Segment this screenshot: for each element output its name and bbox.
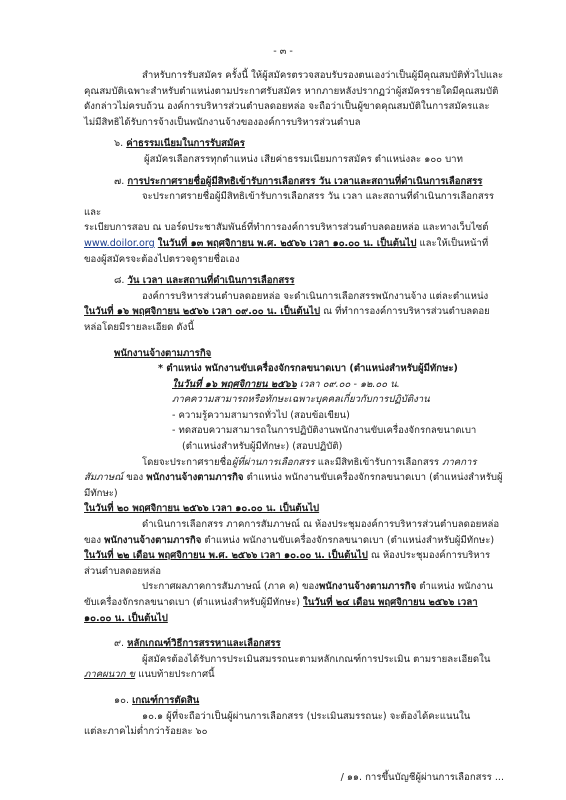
p1-text-d: ตำแหน่ง พนักงานขับเครื่องจักรกลขนาดเบา (ตำแหน่งสำหรับผู้มีทักษะ) [84, 472, 503, 499]
p1-text-a: โดยจะประกาศรายชื่อ [142, 456, 232, 468]
mission-staff-header: พนักงานจ้างตามภารกิจ [114, 347, 212, 359]
section-6-text: ผู้สมัครเลือกสรรทุกตำแหน่ง เสียค่าธรรมเนียมการสมัคร ตำแหน่งละ ๑๐๐ บาท [144, 153, 463, 165]
p2-text-c: ของ [84, 534, 102, 546]
mission-part-b: ภาคความสามารถหรือทักษะเฉพาะบุคคลเกี่ยวกับการปฏิบัติงาน [172, 394, 430, 406]
section-10 [84, 693, 504, 740]
section-7-line-1: จะประกาศรายชื่อผู้มีสิทธิเข้ารับการเลือกสรร วัน เวลา และสถานที่ดำเนินการเลือกสรรและ [84, 191, 495, 218]
p2-text-d: ตำแหน่ง พนักงานขับเครื่องจักรกลขนาดเบา (ตำแหน่งสำหรับผู้มีทักษะ) [204, 534, 495, 546]
section-9-text [84, 652, 504, 683]
intro-rest: คุณสมบัติเฉพาะสำหรับตำแหน่งตามประกาศรับสมัคร หากภายหลังปรากฏว่าผู้สมัครรายใดมีคุณสมบัติดังกล่าวไม่ครบถ้วน องค์การบริหารส่วนตำบลดอยหล่อ จะถือว่าเป็นผู้ขาดคุณสมบัติในการสมัครและไม่มีสิทธิได้รับการจ้างเป็นพนักงานจ้างขององค์การบริหารส่วนตำบล [84, 85, 499, 128]
mission-position: * ตำแหน่ง พนักงานขับเครื่องจักรกลขนาดเบา (ตำแหน่งสำหรับผู้มีทักษะ) [158, 363, 458, 375]
p1-text-italic-2: ภาคการสัมภาษณ์ [84, 456, 477, 484]
p2-text-bold: พนักงานจ้างตามภารกิจ [104, 534, 202, 546]
section-8-date: ในวันที่ ๑๖ พฤศจิกายน ๒๕๖๖ เวลา ๐๙.๐๐ น. เป็นต้นไป [84, 306, 321, 318]
mission-item-2-cont: (ตำแหน่งสำหรับผู้มีทักษะ) (สอบปฏิบัติ) [182, 441, 343, 453]
p1-text-italic: ผู้ที่ผ่านการเลือกสรร [231, 456, 315, 468]
mission-datetime [84, 377, 504, 393]
section-9 [84, 636, 504, 683]
mission-paragraph-3 [84, 579, 504, 626]
section-9-after: แนบท้ายประกาศนี้ [138, 669, 215, 681]
p2-text-a: ดำเนินการเลือกสรร ภาคการสัมภาษณ์ ณ ห้องประชุมองค์การบริหารส่วนตำบลดอยหล่อ [142, 519, 500, 531]
section-8-line-1: องค์การบริหารส่วนตำบลดอยหล่อ จะดำเนินการเลือกสรรพนักงานจ้าง แต่ละตำแหน่ง [142, 290, 489, 302]
annex-reference: ภาคผนวก ข [84, 669, 136, 681]
section-8-number: ๘. [114, 275, 125, 287]
p3-text-b: ตำแหน่ง พนักงานขับเครื่องจักรกลขนาดเบา (ตำแหน่งสำหรับผู้มีทักษะ) [84, 581, 494, 608]
section-7-title: การประกาศรายชื่อผู้มีสิทธิเข้ารับการเลือกสรร วัน เวลาและสถานที่ดำเนินการเลือกสรร [127, 175, 483, 187]
section-10-number: ๑๐. [114, 694, 129, 706]
section-8-after: ณ ที่ทำการองค์การบริหารส่วนตำบลดอยหล่อโดยมีรายละเอียด ดังนี้ [84, 306, 490, 333]
section-7 [84, 174, 504, 268]
section-9-line-1: ผู้สมัครต้องได้รับการประเมินสมรรถนะตามหลักเกณฑ์การประเมิน ตามรายละเอียดใน [142, 653, 491, 665]
section-10-line-2: แต่ละภาคไม่ต่ำกว่าร้อยละ ๖๐ [84, 726, 208, 738]
continuation-footer: / ๑๑. การขึ้นบัญชีผู้ผ่านการเลือกสรร ... [340, 772, 504, 783]
p2-date: ในวันที่ ๒๒ เดือน พฤศจิกายน พ.ศ. ๒๕๖๖ เวลา ๑๐.๐๐ น. เป็นต้นไป [84, 550, 368, 562]
intro-paragraph [84, 68, 504, 130]
mission-paragraph-2 [84, 517, 504, 579]
section-8-line-2 [84, 304, 504, 335]
intro-line-1: สำหรับการรับสมัคร ครั้งนี้ ให้ผู้สมัครตรวจสอบรับรองตนเองว่าเป็นผู้มีคุณสมบัติทั่วไปและ [142, 70, 504, 81]
section-8 [84, 273, 504, 335]
p1-text-bold: พนักงานจ้างตามภารกิจ [146, 472, 244, 484]
mission-staff-block [84, 346, 504, 627]
section-6-title: ค่าธรรมเนียมในการรับสมัคร [126, 138, 245, 150]
mission-item-2: - ทดสอบความสามารถในการปฏิบัติงานพนักงานขับเครื่องจักรกลขนาดเบา [172, 425, 477, 437]
p3-text-bold: พนักงานจ้างตามภารกิจ [318, 581, 417, 593]
section-9-title: หลักเกณฑ์วิธีการสรรหาและเลือกสรร [127, 638, 281, 650]
section-8-title: วัน เวลา และสถานที่ดำเนินการเลือกสรร [127, 275, 295, 287]
section-10-line-1: ๑๐.๑ ผู้ที่จะถือว่าเป็นผู้ผ่านการเลือกสรร (ประเมินสมรรถนะ) จะต้องได้คะแนนใน [142, 710, 471, 722]
section-7-number: ๗. [114, 175, 125, 187]
website-link[interactable]: www.doilor.org [84, 237, 155, 249]
p3-text-a: ประกาศผลภาคการสัมภาษณ์ (ภาค ค) ของ [142, 581, 319, 593]
mission-time: เวลา ๐๙.๐๐ - ๑๒.๐๐ น. [299, 378, 400, 390]
mission-date: ในวันที่ ๑๖ พฤศจิกายน ๒๕๖๖ [172, 378, 297, 390]
section-7-line-2: ระเบียบการสอบ ณ บอร์ดประชาสัมพันธ์ที่ทำการองค์การบริหารส่วนตำบลดอยหล่อ และทางเว็บไซต์ [84, 222, 489, 234]
p2-text-e: ณ ห้องประชุมองค์การบริหารส่วนตำบลดอยหล่อ [84, 550, 491, 577]
p3-date: ในวันที่ ๒๔ เดือน พฤศจิกายน ๒๕๖๖ เวลา ๑๐.๐๐ น. เป็นต้นไป [84, 597, 478, 624]
section-6 [84, 136, 504, 167]
section-7-line-3 [84, 236, 504, 267]
page-number: - ๓ - [273, 46, 293, 57]
section-9-number: ๙. [114, 638, 125, 650]
section-7-after: และให้เป็นหน้าที่ของผู้สมัครจะต้องไปตรวจดูรายชื่อเอง [84, 237, 489, 265]
section-6-number: ๖. [114, 138, 124, 150]
section-7-date: ในวันที่ ๑๓ พฤศจิกายน พ.ศ. ๒๕๖๖ เวลา ๑๐.๐๐ น. เป็นต้นไป [157, 237, 417, 249]
document-body [84, 68, 504, 740]
p1-text-b: และมีสิทธิเข้ารับการเลือกสรร [317, 456, 440, 468]
mission-item-1: - ความรู้ความสามารถทั่วไป (สอบข้อเขียน) [172, 409, 350, 421]
p1-text-c: ของ [126, 472, 144, 484]
section-10-title: เกณฑ์การตัดสิน [132, 694, 200, 706]
mission-paragraph-1 [84, 455, 504, 502]
mission-paragraph-1-date: ในวันที่ ๒๐ พฤศจิกายน ๒๕๖๖ เวลา ๑๐.๐๐ น. เป็นต้นไป [84, 503, 320, 515]
